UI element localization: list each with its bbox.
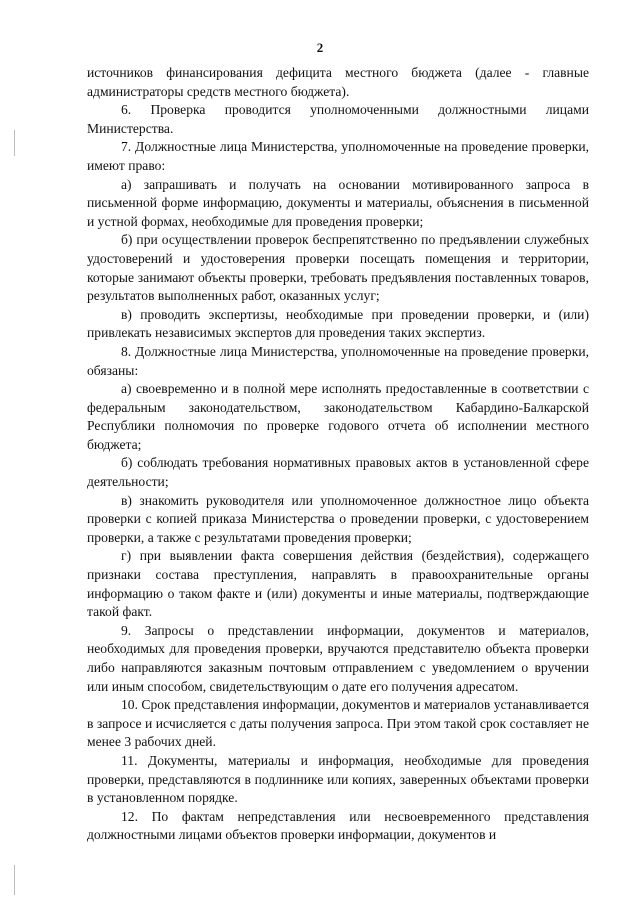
paragraph: 10. Срок представления информации, документов и материалов устанавливается в запросе и исчисляется с даты получения запроса. При этом такой срок составляет не менее 3 рабочих дней.	[87, 697, 590, 750]
paragraph: 7. Должностные лица Министерства, уполномоченные на проведение проверки, имеют право:	[87, 139, 589, 173]
paragraph: а) своевременно и в полной мере исполнять предоставленные в соответствии с федеральным законодательством, законодательством Кабардино-Балкарской Республики полномочия по проверке годового отчета об исполнении местного бюджета;	[87, 381, 589, 452]
page-number: 2	[316, 40, 324, 55]
paragraph: а) запрашивать и получать на основании мотивированного запроса в письменной форме информацию, документы и материалы, объяснения в письменной и устной формах, необходимые для проведения проверки;	[87, 176, 589, 229]
scan-margin-mark	[14, 130, 15, 156]
paragraph: б) соблюдать требования нормативных правовых актов в установленной сфере деятельности;	[87, 455, 589, 490]
paragraph: 9. Запросы о представлении информации, документов и материалов, необходимых для проведения проверки, вручаются представителю объекта проверки либо направляются заказным почтовым отправлением с уведомлением о вручении или иным способом, свидетельствующим о дате его получения адресатом.	[87, 622, 589, 694]
paragraph: 12. По фактам непредставления или несвоевременного представления должностными лицами объектов проверки информации, документов и	[87, 808, 589, 843]
paragraph: 6. Проверка проводится уполномоченными должностными лицами Министерства.	[87, 102, 589, 136]
paragraph: 11. Документы, материалы и информация, необходимые для проведения проверки, представляются в подлиннике или копиях, заверенных объектами проверки в установленном порядке.	[87, 752, 589, 806]
paragraph: источников финансирования дефицита местного бюджета (далее - главные администраторы средств местного бюджета).	[87, 65, 589, 99]
paragraph: 8. Должностные лица Министерства, уполномоченные на проведение проверки, обязаны:	[87, 343, 589, 378]
paragraph: б) при осуществлении проверок беспрепятственно по предъявлении служебных удостоверений и удостоверения проверки посещать помещения и территории, которые занимают объекты проверки, требовать предъявления поставленных товаров, результатов выполненных работ, оказанных услуг;	[87, 232, 589, 304]
scan-margin-mark	[14, 865, 15, 895]
paragraph: г) при выявлении факта совершения действия (бездействия), содержащего признаки состава преступления, направлять в правоохранительные органы информацию о таком факте и (или) документы и иные материалы, подтверждающие такой факт.	[87, 548, 589, 620]
paragraph: в) знакомить руководителя или уполномоченное должностное лицо объекта проверки с копией приказа Министерства о проведении проверки, с удостоверением проверки, а также с результатами проведения проверки;	[87, 492, 589, 545]
paragraph: в) проводить экспертизы, необходимые при проведении проверки, и (или) привлекать независимых экспертов для проведения таких экспертиз.	[87, 306, 589, 341]
document-body	[87, 64, 589, 845]
